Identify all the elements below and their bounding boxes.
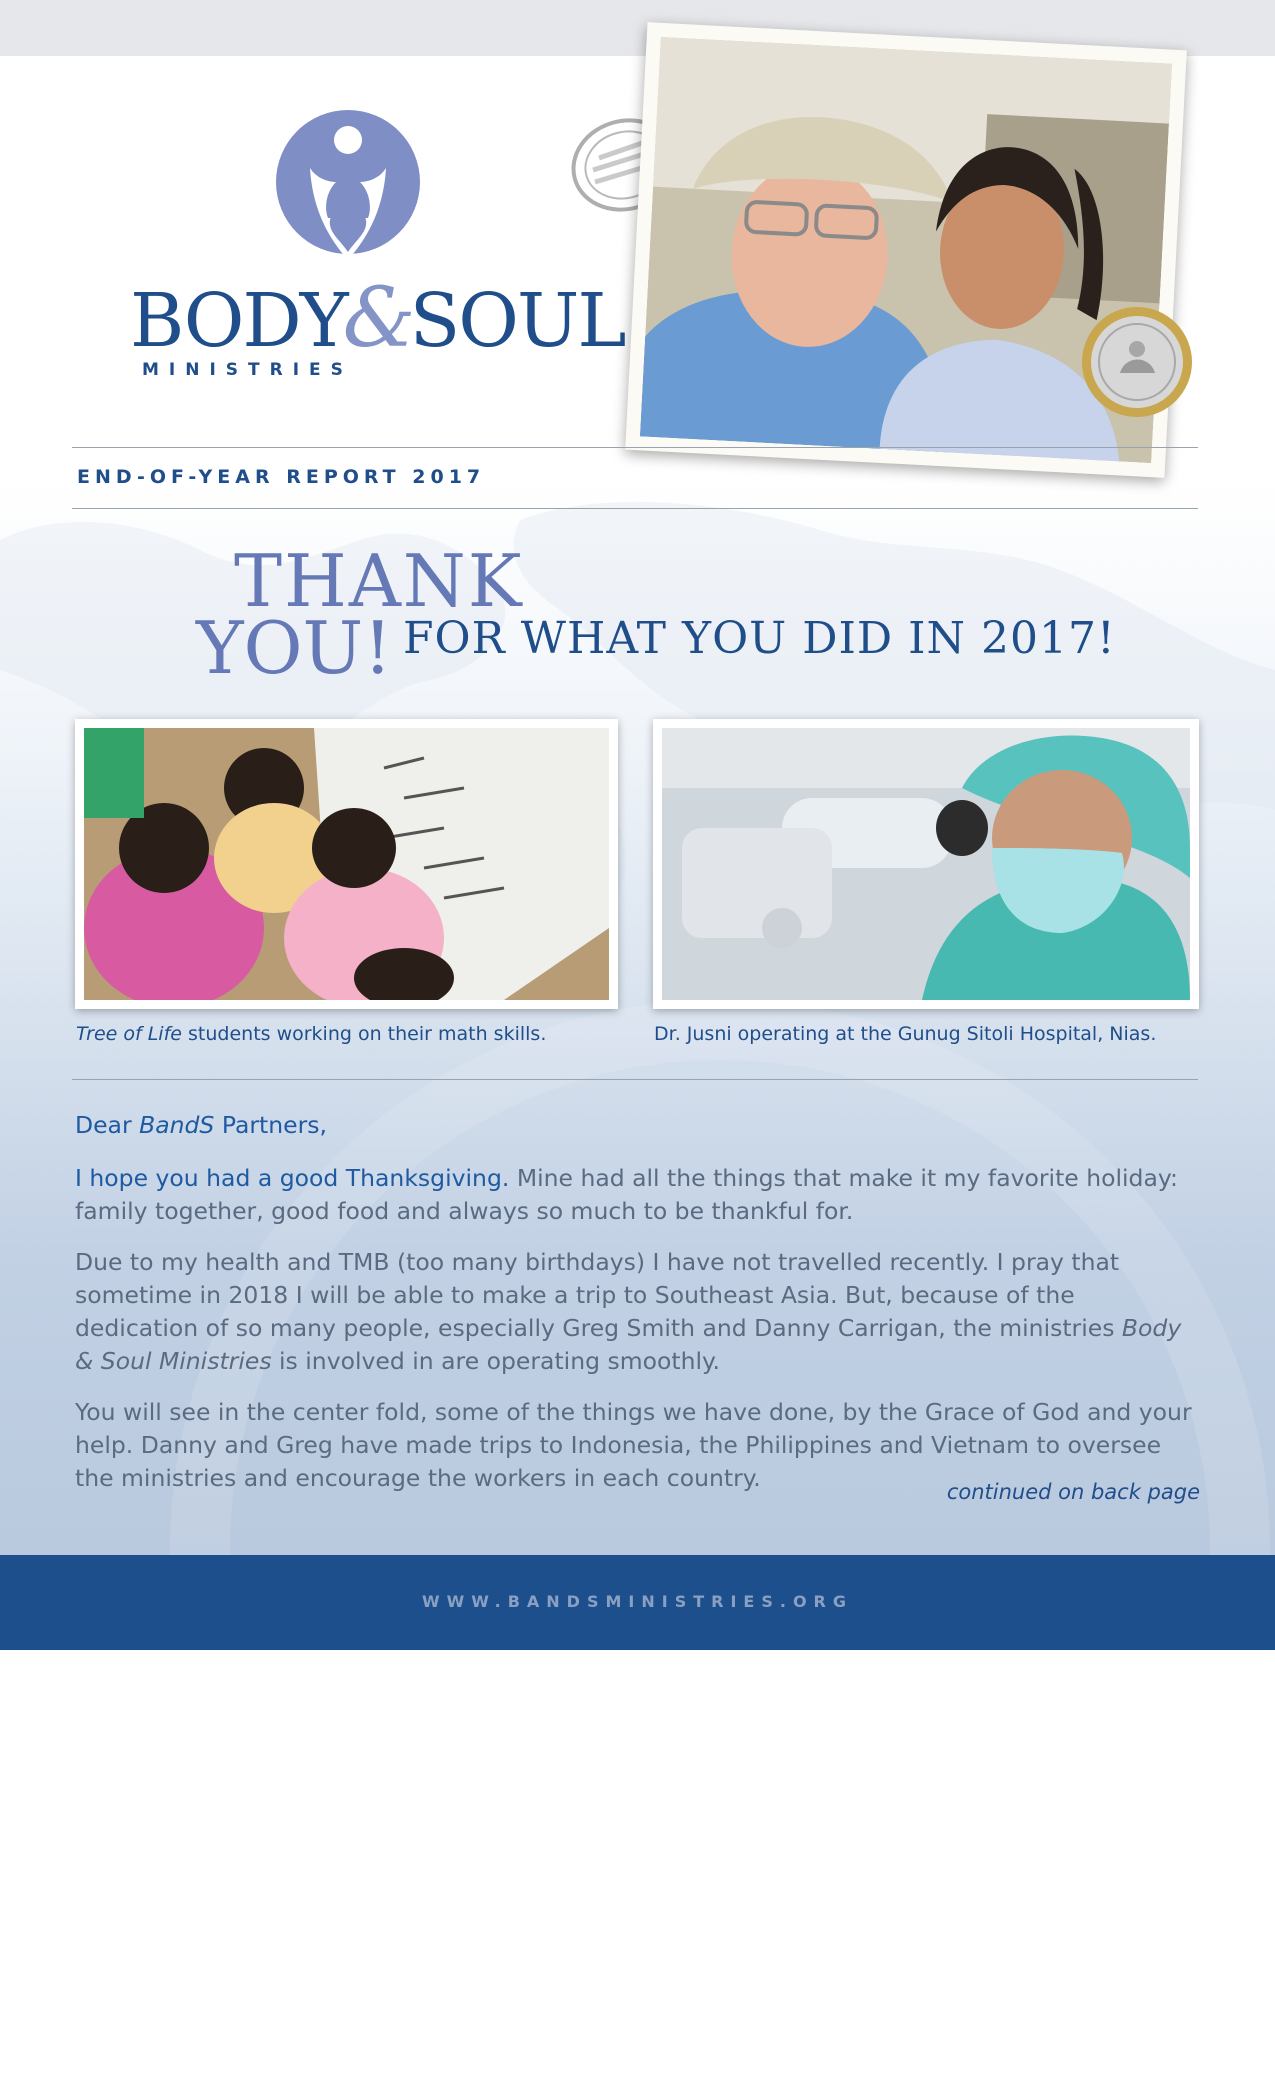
logo-family-mark [268, 110, 428, 270]
continued-note: continued on back page [946, 1480, 1200, 1504]
logo-wordmark: BODY&SOUL [130, 271, 625, 366]
divider-header [72, 508, 1198, 509]
headline-you: YOU! [196, 606, 393, 690]
divider-letter [72, 1079, 1198, 1080]
photo-doctor-surgery-image [662, 728, 1190, 1000]
body-and-soul-logo [130, 110, 625, 390]
divider-top [72, 447, 1198, 448]
footer-bar [0, 1555, 1275, 1650]
letter-salutation: Dear BandS Partners, [75, 1111, 327, 1139]
report-title: END-OF-YEAR REPORT 2017 [77, 466, 486, 488]
headline-for-what: FOR WHAT YOU DID IN 2017! [403, 613, 1116, 664]
logo-subtitle: MINISTRIES [142, 360, 353, 380]
kenyan-coin-graphic [1080, 305, 1195, 420]
caption-students: Tree of Life students working on their math skills. [76, 1023, 547, 1045]
photo-doctor-surgery [653, 719, 1199, 1009]
letter-paragraph-2: Due to my health and TMB (too many birthdays) I have not travelled recently. I pray that sometime in 2018 I will be able to make a trip to Southeast Asia. But, because of the dedication of so many people, especially Greg Smith and Danny Carrigan, the ministries Body & Soul Ministries is involved in are operating smoothly. [75, 1248, 1182, 1375]
letter-paragraph-3: You will see in the center fold, some of the things we have done, by the Grace of God and your help. Danny and Greg have made trips to Indonesia, the Philippines and Vietnam to oversee the ministries and encourage the workers in each country. [75, 1398, 1192, 1492]
letter-paragraph-1: I hope you had a good Thanksgiving. Mine had all the things that make it my favorite holiday: family together, good food and always so much to be thankful for. [75, 1164, 1178, 1225]
headline-thank: THANK [234, 539, 524, 623]
photo-students-math-image [84, 728, 609, 1000]
caption-doctor: Dr. Jusni operating at the Gunug Sitoli Hospital, Nias. [654, 1023, 1157, 1045]
photo-students-math [75, 719, 618, 1009]
footer-website-url[interactable]: WWW.BANDSMINISTRIES.ORG [421, 1592, 853, 1611]
